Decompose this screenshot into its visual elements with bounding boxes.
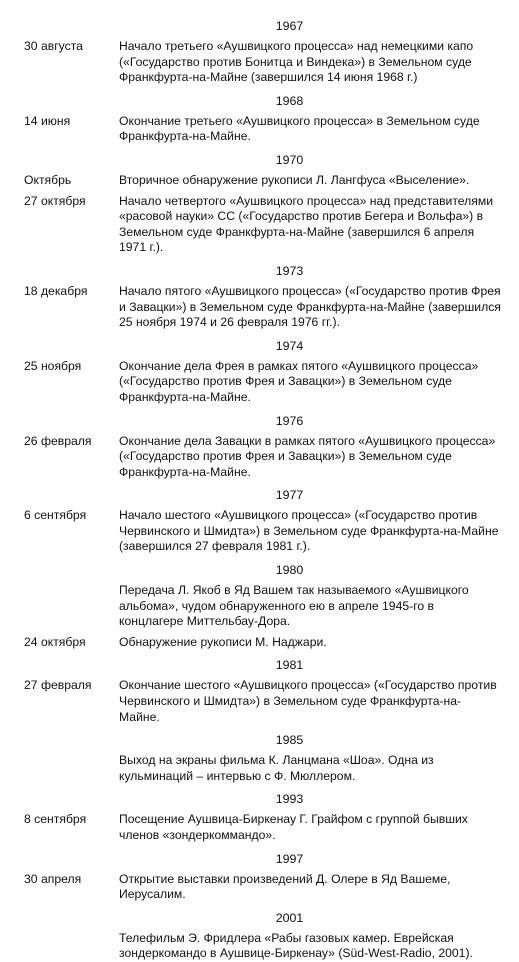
entry-text: Начало шестого «Аушвицкого процесса» («Государство против Червинского и Шмидта») в Земельном суде Франкфурта-на-Майне (завершился 27 февраля 1981 г.).: [119, 508, 499, 554]
year-heading: 1977: [275, 488, 304, 503]
year-heading: 1968: [275, 93, 304, 108]
year-group: [24, 411, 501, 481]
entry-text: Окончание дела Фрея в рамках пятого «Аушвицкого процесса» («Государство против Фрея и Завацки») в Земельном суде Франкфурта-на-Майне.: [119, 358, 479, 404]
timeline-entry: [24, 39, 501, 86]
entry-text: Открытие выставки произведений Д. Олере в Яд Вашеме, Иерусалим.: [119, 871, 451, 902]
year-group: [24, 560, 501, 650]
entry-text: Начало четвертого «Аушвицкого процесса» над представителями «расовой науки» СС («Государство против Бегера и Вольфа») в Земельном суде Франкфурта-на-Майне (завершился 6 апреля 1971 г.).: [119, 193, 494, 255]
entry-text: Передача Л. Якоб в Яд Вашем так называемого «Аушвицкого альбома», чудом обнаруженного ею в апреле 1945-го в концлагере Миттельбау-Дора.: [119, 583, 469, 629]
entry-date: 6 сентября: [24, 508, 87, 523]
entry-text: Посещение Аушвица-Биркенау Г. Грайфом с группой бывших членов «зондеркоммандо».: [119, 812, 468, 842]
entry-date: 14 июня: [24, 113, 71, 128]
timeline-entry: [24, 678, 501, 725]
year-group: [24, 655, 501, 725]
year-heading: 1993: [275, 792, 304, 807]
year-heading: 1997: [275, 851, 304, 866]
entry-text: Начало третьего «Аушвицкого процесса» над немецкими капо («Государство против Бонитца и Виндека») в Земельном суде Франкфурта-на-Майне (завершился 14 июня 1968 г.): [119, 39, 474, 85]
timeline-entry: [24, 872, 501, 903]
timeline-entry: [24, 359, 501, 406]
year-group: [24, 150, 501, 256]
year-heading: 1980: [275, 563, 304, 578]
entry-date: 30 апреля: [24, 871, 82, 886]
entry-text: Окончание шестого «Аушвицкого процесса» («Государство против Червинского и Шмидта») в Земельном суде Франкфурта-на-Майне.: [119, 678, 497, 724]
year-group: [24, 789, 501, 843]
timeline-entry: [24, 583, 501, 630]
entry-text: Телефильм Э. Фридлера «Рабы газовых камер. Еврейская зондеркомандо в Аушвице-Биркенау» (Süd-West-Radio, 2001).: [119, 930, 473, 961]
year-heading: 1974: [275, 338, 304, 353]
entry-date: 27 февраля: [24, 678, 92, 693]
entry-text: Окончание третьего «Аушвицкого процесса» в Земельном суде Франкфурта-на-Майне.: [119, 113, 480, 144]
year-group: [24, 485, 501, 555]
year-group: [24, 261, 501, 331]
entry-text: Окончание дела Завацки в рамках пятого «Аушвицкого процесса» («Государство против Фрея и Завацки») в Земельном суде Франкфурта-на-Майне.: [119, 433, 496, 479]
year-group: [24, 91, 501, 145]
entry-date: 25 ноября: [24, 358, 82, 373]
entry-text: Обнаружение рукописи М. Наджари.: [119, 634, 327, 649]
entry-date: 30 августа: [24, 39, 83, 53]
timeline-entry: [24, 434, 501, 481]
timeline-entry: [24, 635, 501, 651]
timeline-entry: [24, 284, 501, 331]
entry-date: 27 октября: [24, 193, 86, 208]
year-heading: 1973: [275, 263, 304, 278]
timeline-entry: [24, 173, 501, 189]
timeline-entry: [24, 194, 501, 256]
year-heading: 1970: [275, 152, 304, 167]
year-heading: 2001: [275, 910, 304, 925]
entry-text: Выход на экраны фильма К. Ланцмана «Шоа». Одна из кульминаций – интервью с Ф. Мюллером.: [119, 753, 434, 783]
timeline-entry: [24, 812, 501, 843]
entry-date: 26 февраля: [24, 433, 92, 448]
entry-date: 24 октября: [24, 634, 86, 649]
year-group: [24, 336, 501, 406]
entry-date: 8 сентября: [24, 812, 87, 827]
year-group: [24, 908, 501, 962]
year-group: [24, 730, 501, 784]
entry-text: Начало пятого «Аушвицкого процесса» («Государство против Фрея и Завацки») в Земельном суде Франкфурта-на-Майне (завершился 25 ноября 1974 и 26 февраля 1976 гг.).: [119, 283, 501, 330]
entry-date: Октябрь: [24, 172, 72, 187]
entry-text: Вторичное обнаружение рукописи Л. Лангфуса «Выселение».: [119, 172, 470, 187]
entry-date: 18 декабря: [24, 283, 88, 298]
timeline-entry: [24, 114, 501, 145]
year-heading: 1967: [275, 19, 304, 33]
year-heading: 1985: [275, 733, 304, 748]
year-heading: 1981: [275, 658, 304, 673]
year-heading: 1976: [275, 413, 304, 428]
timeline-entry: [24, 931, 501, 962]
timeline-entry: [24, 508, 501, 555]
year-group: [24, 16, 501, 86]
timeline-entry: [24, 753, 501, 784]
year-group: [24, 849, 501, 903]
